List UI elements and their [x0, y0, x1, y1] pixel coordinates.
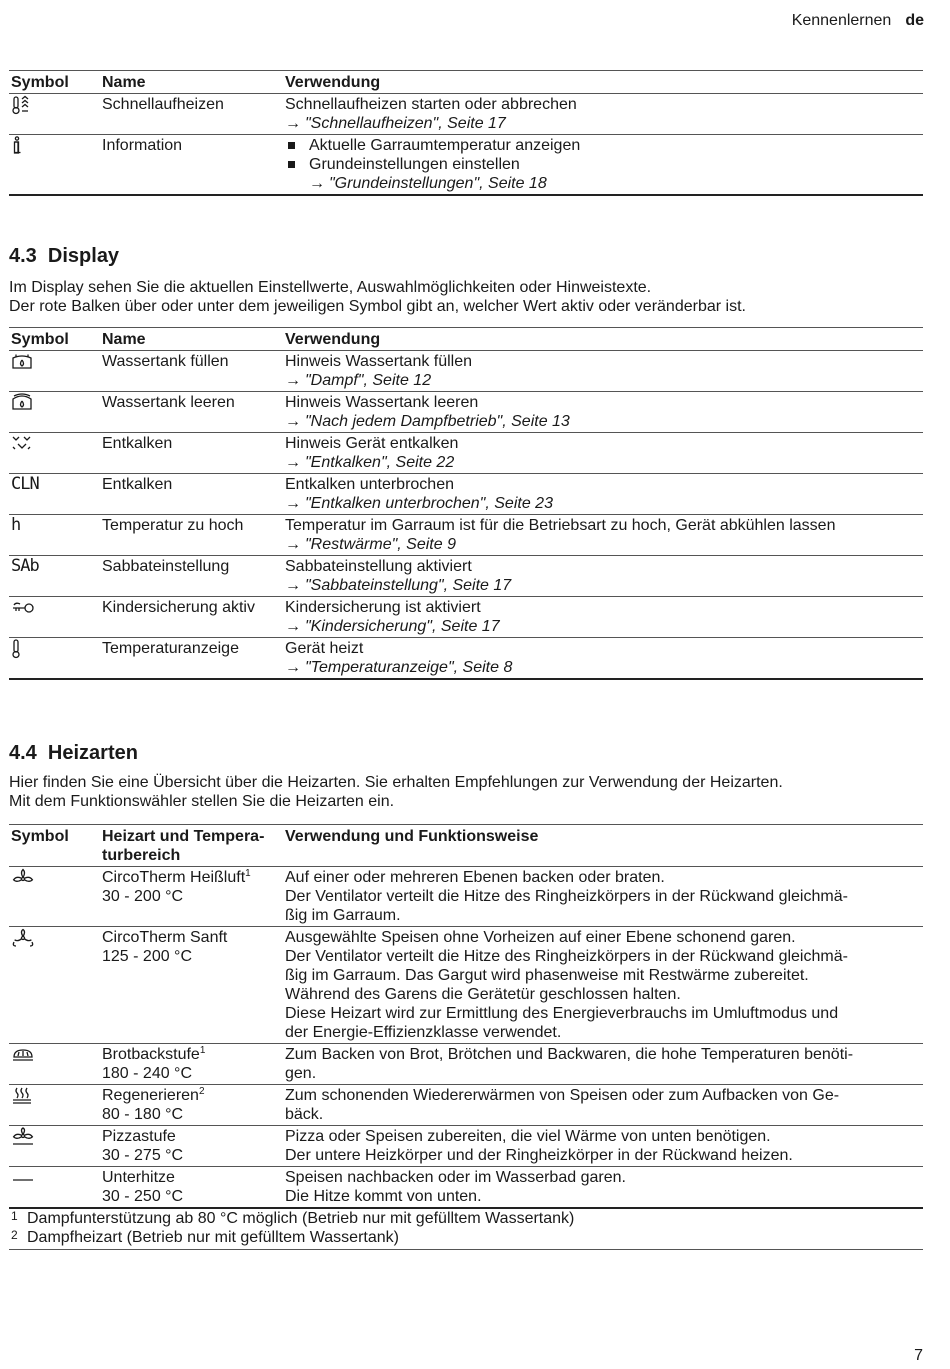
arrow-icon: → — [285, 372, 301, 389]
row-description: Zum Backen von Brot, Brötchen und Backwaren, die hohe Temperaturen benöti- gen. — [285, 1046, 854, 1082]
table-row — [9, 867, 923, 927]
row-name: Schnellaufheizen — [102, 96, 224, 113]
sabbath-icon: SAb — [11, 556, 39, 576]
row-name: Wassertank füllen — [102, 353, 229, 370]
descale-icon — [11, 434, 37, 454]
row-text: Temperatur im Garraum ist für die Betriebsart zu hoch, Gerät abkühlen lassen — [285, 517, 836, 534]
cross-reference[interactable]: → "Entkalken", Seite 22 — [285, 454, 455, 471]
table-row — [9, 94, 923, 135]
cross-reference[interactable]: → "Schnellaufheizen", Seite 17 — [285, 115, 506, 132]
paragraph: Der rote Balken über oder unter dem jeweiligen Symbol gibt an, welcher Wert aktiv oder veränderbar ist. — [9, 298, 746, 315]
row-name: Entkalken — [102, 435, 173, 452]
arrow-icon: → — [285, 495, 301, 512]
row-name: Temperatur zu hoch — [102, 517, 244, 534]
paragraph: Mit dem Funktionswähler stellen Sie die Heizarten ein. — [9, 793, 395, 810]
footnotes — [9, 1209, 923, 1250]
section-heading: 4.3 Display — [9, 245, 120, 267]
row-text: Schnellaufheizen starten oder abbrechen — [285, 96, 577, 113]
col-header: Symbol — [11, 828, 69, 845]
row-description: Auf einer oder mehreren Ebenen backen oder braten. Der Ventilator verteilt die Hitze des Ringheizkörpers in der Rückwand gleichmä- ßig im Garraum. — [285, 869, 848, 924]
cross-reference[interactable]: → "Kindersicherung", Seite 17 — [285, 618, 500, 635]
list-item: Aktuelle Garraumtemperatur anzeigen — [285, 136, 921, 155]
controls-table — [9, 70, 923, 196]
display-symbols-table — [9, 327, 923, 680]
bullet-list — [285, 136, 921, 193]
cross-reference[interactable]: → "Grundeinstellungen", Seite 18 — [309, 175, 547, 192]
row-name: Kindersicherung aktiv — [102, 599, 255, 616]
heating-mode-name: Unterhitze — [102, 1169, 175, 1186]
row-text: Gerät heizt — [285, 640, 364, 657]
row-text: Hinweis Wassertank füllen — [285, 353, 473, 370]
footnote: 1 Dampfunterstützung ab 80 °C möglich (Betrieb nur mit gefülltem Wassertank) — [11, 1209, 575, 1227]
heating-mode-name: Regenerieren — [102, 1087, 199, 1104]
bottom-heat-icon — [11, 1168, 37, 1188]
section-heading: 4.4 Heizarten — [9, 742, 138, 764]
row-text: Hinweis Wassertank leeren — [285, 394, 479, 411]
footnote-ref: 2 — [198, 1086, 205, 1097]
arrow-icon: → — [285, 454, 301, 471]
col-header: Verwendung — [285, 331, 381, 348]
col-header: Heizart und Tempera- turbereich — [102, 828, 265, 864]
table-row — [9, 135, 923, 196]
arrow-icon: → — [285, 115, 301, 132]
table-header-row — [9, 825, 923, 867]
footnote-ref: 1 — [245, 868, 251, 879]
paragraph: Hier finden Sie eine Übersicht über die Heizarten. Sie erhalten Empfehlungen zur Verwendung der Heizarten. — [9, 774, 783, 791]
fan-eco-icon — [11, 928, 37, 948]
arrow-icon: → — [285, 618, 301, 635]
table-header-row — [9, 328, 923, 351]
language-code: de — [905, 12, 924, 29]
table-row — [9, 556, 923, 597]
cln-icon: CLN — [11, 474, 39, 494]
heating-mode-name: Pizzastufe — [102, 1128, 176, 1145]
fast-preheat-icon — [11, 95, 37, 115]
footnote-ref: 1 — [199, 1045, 206, 1056]
temperature-range: 80 - 180 °C — [102, 1106, 184, 1123]
table-row — [9, 597, 923, 638]
cross-reference[interactable]: → "Restwärme", Seite 9 — [285, 536, 456, 553]
table-row — [9, 638, 923, 680]
temperature-range: 30 - 200 °C — [102, 888, 184, 905]
temperature-range: 125 - 200 °C — [102, 948, 193, 965]
table-row — [9, 351, 923, 392]
row-name: Sabbateinstellung — [102, 558, 230, 575]
table-row — [9, 474, 923, 515]
table-row — [9, 1126, 923, 1167]
row-name: Entkalken — [102, 476, 173, 493]
heating-mode-name: Brotbackstufe — [102, 1046, 200, 1063]
bread-icon — [11, 1045, 37, 1065]
row-description: Ausgewählte Speisen ohne Vorheizen auf einer Ebene schonend garen. Der Ventilator verteilt die Hitze des Ringheizkörpers in der Rückwand gleichmä- ßig im Garraum. Das Gargut wird phasenweise mit Restwärme zubereitet. Während des Garens die Gerätetür geschlossen halten. Diese Heizart wird zur Ermittlung des Energieverbrauchs im Umluftmodus und der Energie-Effizienzklasse verwendet. — [285, 929, 848, 1041]
cross-reference[interactable]: → "Sabbateinstellung", Seite 17 — [285, 577, 512, 594]
key-icon — [11, 598, 37, 618]
temperature-range: 180 - 240 °C — [102, 1065, 193, 1082]
regenerate-icon — [11, 1086, 37, 1106]
display-section — [9, 244, 923, 680]
col-header: Name — [102, 74, 146, 91]
footnote: 2 Dampfheizart (Betrieb nur mit gefülltem Wassertank) — [11, 1228, 399, 1246]
paragraph: Im Display sehen Sie die aktuellen Einstellwerte, Auswahlmöglichkeiten oder Hinweistexte. — [9, 279, 652, 296]
row-description: Zum schonenden Wiedererwärmen von Speisen oder zum Aufbacken von Ge- bäck. — [285, 1087, 840, 1123]
col-header: Verwendung und Funktionsweise — [285, 828, 539, 845]
cross-reference[interactable]: → "Temperaturanzeige", Seite 8 — [285, 659, 513, 676]
table-row — [9, 515, 923, 556]
row-name: Information — [102, 137, 183, 154]
heating-modes-table — [9, 824, 923, 1209]
row-text: Hinweis Gerät entkalken — [285, 435, 459, 452]
table-row — [9, 433, 923, 474]
page-header — [792, 11, 924, 30]
cross-reference[interactable]: → "Entkalken unterbrochen", Seite 23 — [285, 495, 553, 512]
fan-icon — [11, 868, 37, 888]
table-row — [9, 927, 923, 1044]
cross-reference[interactable]: → "Dampf", Seite 12 — [285, 372, 432, 389]
heating-modes-section — [9, 741, 923, 1250]
cross-reference[interactable]: → "Nach jedem Dampfbetrieb", Seite 13 — [285, 413, 570, 430]
arrow-icon: → — [285, 413, 301, 430]
temperature-range: 30 - 250 °C — [102, 1188, 184, 1205]
water-tank-empty-icon — [11, 393, 37, 413]
row-text: Sabbateinstellung aktiviert — [285, 558, 472, 575]
col-header: Verwendung — [285, 74, 381, 91]
arrow-icon: → — [285, 659, 301, 676]
table-header-row — [9, 71, 923, 94]
heating-mode-name: CircoTherm Heißluft — [102, 869, 246, 886]
temperature-range: 30 - 275 °C — [102, 1147, 184, 1164]
col-header: Symbol — [11, 74, 69, 91]
controls-table-section — [9, 70, 923, 196]
table-row — [9, 1167, 923, 1209]
col-header: Name — [102, 331, 146, 348]
col-header: Symbol — [11, 331, 69, 348]
arrow-icon: → — [285, 577, 301, 594]
table-row — [9, 1044, 923, 1085]
row-text: Entkalken unterbrochen — [285, 476, 454, 493]
heating-mode-name: CircoTherm Sanft — [102, 929, 228, 946]
list-item: Grundeinstellungen einstellen → "Grundeinstellungen", Seite 18 — [285, 155, 921, 193]
row-description: Pizza oder Speisen zubereiten, die viel Wärme von unten benötigen. Der untere Heizkörper und der Ringheizkörper in der Rückwand heizen. — [285, 1128, 793, 1164]
arrow-icon: → — [309, 175, 325, 192]
hot-icon: h — [11, 515, 22, 535]
row-description: Speisen nachbacken oder im Wasserbad garen. Die Hitze kommt von unten. — [285, 1169, 626, 1205]
thermometer-icon — [11, 639, 37, 659]
table-row — [9, 392, 923, 433]
row-name: Wassertank leeren — [102, 394, 235, 411]
arrow-icon: → — [285, 536, 301, 553]
section-name: Kennenlernen — [791, 12, 892, 29]
info-icon — [11, 136, 37, 156]
row-name: Temperaturanzeige — [102, 640, 239, 657]
row-text: Kindersicherung ist aktiviert — [285, 599, 481, 616]
pizza-icon — [11, 1127, 37, 1147]
page-number: 7 — [914, 1347, 923, 1364]
table-row — [9, 1085, 923, 1126]
water-tank-fill-icon — [11, 352, 37, 372]
